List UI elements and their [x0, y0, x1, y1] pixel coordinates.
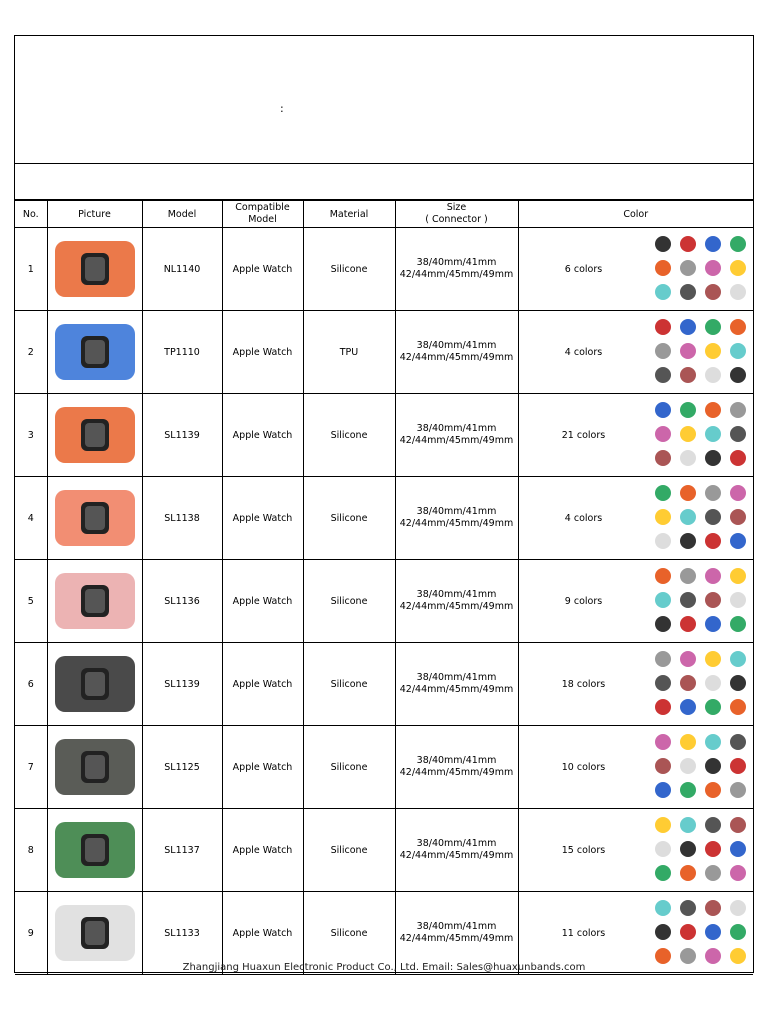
table-row — [15, 394, 753, 477]
catalog-sheet — [14, 35, 754, 973]
color-count: 10 colors — [561, 761, 606, 773]
row-number: 2 — [15, 311, 47, 394]
color-count: 4 colors — [564, 346, 603, 358]
color-swatch-photo-icon — [649, 647, 754, 721]
table-row — [15, 477, 753, 560]
header-colon: : — [280, 102, 284, 115]
col-picture: Picture — [47, 201, 142, 228]
model-cell: SL1136 — [142, 560, 222, 643]
color-cell — [518, 228, 753, 311]
color-cell — [518, 394, 753, 477]
band-photo-blue-icon — [48, 316, 142, 388]
product-picture — [47, 228, 142, 311]
col-color: Color — [518, 201, 753, 228]
size-cell: 38/40mm/41mm 42/44mm/45mm/49mm — [395, 394, 518, 477]
compatible-cell: Apple Watch — [222, 311, 303, 394]
table-row — [15, 228, 753, 311]
product-picture — [47, 477, 142, 560]
band-photo-coral-icon — [48, 482, 142, 554]
color-cell — [518, 726, 753, 809]
compatible-cell: Apple Watch — [222, 394, 303, 477]
table-row — [15, 643, 753, 726]
color-cell — [518, 643, 753, 726]
document-header — [15, 36, 753, 164]
product-picture — [47, 809, 142, 892]
model-cell: SL1137 — [142, 809, 222, 892]
row-number: 4 — [15, 477, 47, 560]
size-cell: 38/40mm/41mm 42/44mm/45mm/49mm — [395, 726, 518, 809]
color-count: 21 colors — [561, 429, 606, 441]
model-cell: SL1139 — [142, 643, 222, 726]
size-cell: 38/40mm/41mm 42/44mm/45mm/49mm — [395, 809, 518, 892]
size-cell: 38/40mm/41mm 42/44mm/45mm/49mm — [395, 892, 518, 975]
compatible-cell: Apple Watch — [222, 892, 303, 975]
size-cell: 38/40mm/41mm 42/44mm/45mm/49mm — [395, 560, 518, 643]
color-count: 9 colors — [564, 595, 603, 607]
band-photo-orange-black-icon — [48, 399, 142, 471]
size-cell: 38/40mm/41mm 42/44mm/45mm/49mm — [395, 311, 518, 394]
color-count: 6 colors — [564, 263, 603, 275]
color-cell — [518, 477, 753, 560]
row-number: 1 — [15, 228, 47, 311]
table-row — [15, 726, 753, 809]
band-photo-green-icon — [48, 814, 142, 886]
product-picture — [47, 311, 142, 394]
col-material: Material — [303, 201, 395, 228]
material-cell: TPU — [303, 311, 395, 394]
product-picture — [47, 643, 142, 726]
product-picture — [47, 394, 142, 477]
row-number: 8 — [15, 809, 47, 892]
model-cell: SL1133 — [142, 892, 222, 975]
color-count: 11 colors — [561, 927, 606, 939]
band-photo-white-icon — [48, 897, 142, 969]
compatible-cell: Apple Watch — [222, 228, 303, 311]
row-number: 6 — [15, 643, 47, 726]
col-no: No. — [15, 201, 47, 228]
material-cell: Silicone — [303, 228, 395, 311]
material-cell: Silicone — [303, 394, 395, 477]
color-cell — [518, 560, 753, 643]
color-swatch-photo-icon — [649, 896, 754, 970]
material-cell: Silicone — [303, 892, 395, 975]
color-count: 15 colors — [561, 844, 606, 856]
product-table — [15, 200, 753, 975]
table-row — [15, 560, 753, 643]
material-cell: Silicone — [303, 726, 395, 809]
row-number: 7 — [15, 726, 47, 809]
compatible-cell: Apple Watch — [222, 560, 303, 643]
compatible-cell: Apple Watch — [222, 477, 303, 560]
size-cell: 38/40mm/41mm 42/44mm/45mm/49mm — [395, 643, 518, 726]
model-cell: TP1110 — [142, 311, 222, 394]
color-swatch-photo-icon — [649, 564, 754, 638]
size-cell: 38/40mm/41mm 42/44mm/45mm/49mm — [395, 477, 518, 560]
col-model: Model — [142, 201, 222, 228]
band-photo-black-icon — [48, 648, 142, 720]
model-cell: SL1125 — [142, 726, 222, 809]
table-header-row — [15, 201, 753, 228]
compatible-cell: Apple Watch — [222, 643, 303, 726]
material-cell: Silicone — [303, 477, 395, 560]
product-picture — [47, 560, 142, 643]
color-swatch-photo-icon — [649, 481, 754, 555]
col-size: Size ( Connector ) — [395, 201, 518, 228]
footer-contact: Zhangjiang Huaxun Electronic Product Co., Ltd. Email: Sales@huaxunbands.com — [182, 962, 586, 973]
header-band — [15, 164, 753, 200]
color-swatch-photo-icon — [649, 730, 754, 804]
row-number: 5 — [15, 560, 47, 643]
col-compatible: Compatible Model — [222, 201, 303, 228]
color-count: 18 colors — [561, 678, 606, 690]
color-swatch-photo-icon — [649, 232, 754, 306]
product-picture — [47, 726, 142, 809]
table-row — [15, 311, 753, 394]
model-cell: SL1138 — [142, 477, 222, 560]
color-swatch-photo-icon — [649, 315, 754, 389]
color-count: 4 colors — [564, 512, 603, 524]
color-swatch-photo-icon — [649, 813, 754, 887]
table-row — [15, 809, 753, 892]
compatible-cell: Apple Watch — [222, 809, 303, 892]
material-cell: Silicone — [303, 809, 395, 892]
row-number: 3 — [15, 394, 47, 477]
table-body — [15, 228, 753, 975]
color-swatch-photo-icon — [649, 398, 754, 472]
material-cell: Silicone — [303, 560, 395, 643]
band-photo-orange-gray-icon — [48, 233, 142, 305]
color-cell — [518, 311, 753, 394]
material-cell: Silicone — [303, 643, 395, 726]
row-number: 9 — [15, 892, 47, 975]
model-cell: NL1140 — [142, 228, 222, 311]
band-photo-pink-icon — [48, 565, 142, 637]
band-photo-dark-green-icon — [48, 731, 142, 803]
compatible-cell: Apple Watch — [222, 726, 303, 809]
size-cell: 38/40mm/41mm 42/44mm/45mm/49mm — [395, 228, 518, 311]
model-cell: SL1139 — [142, 394, 222, 477]
color-cell — [518, 809, 753, 892]
